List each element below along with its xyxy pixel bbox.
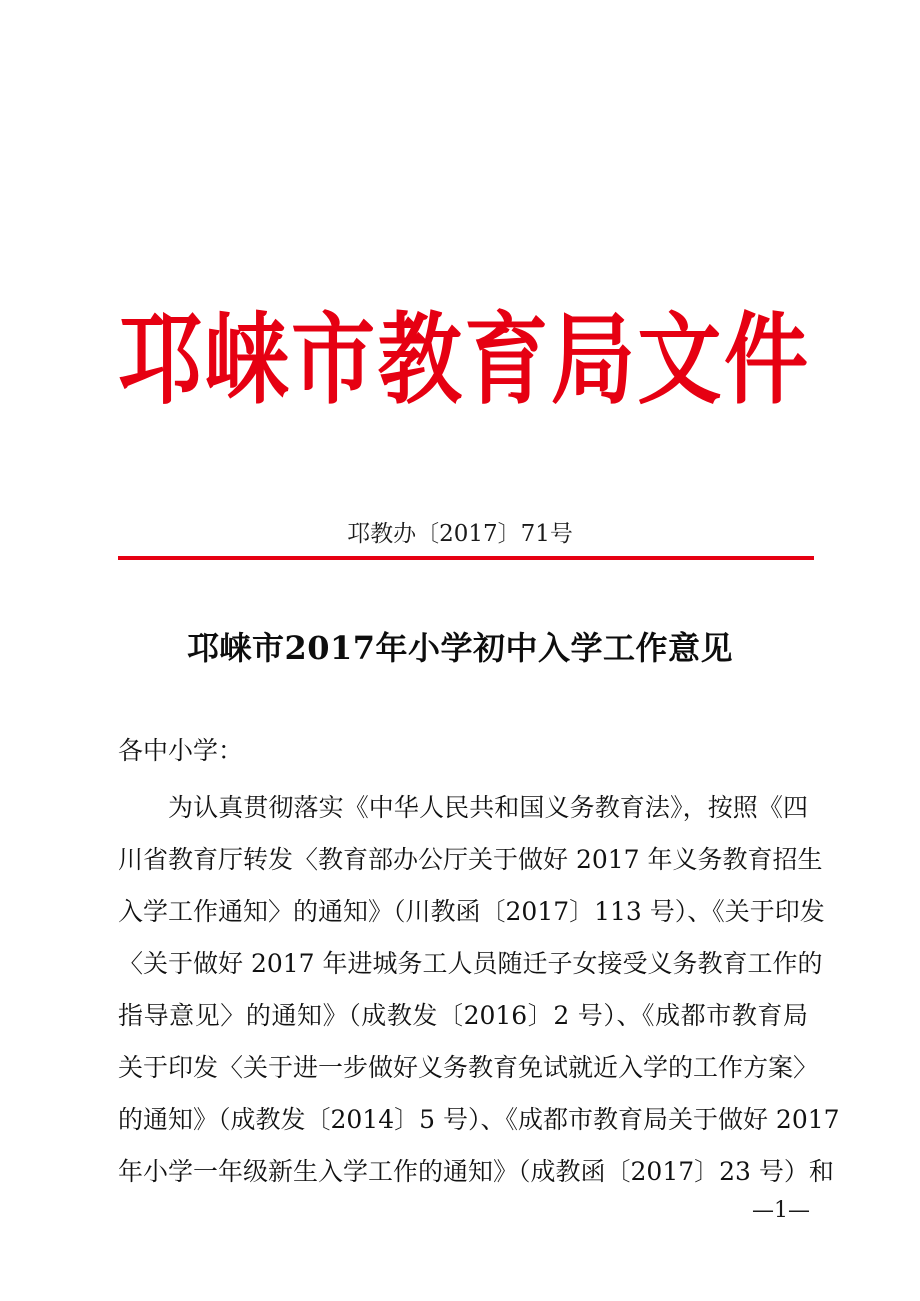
masthead-char: 市	[291, 302, 376, 418]
body-line: 入学工作通知〉的通知》（川教函〔2017〕113 号）、《关于印发	[118, 897, 825, 926]
body-line: 指导意见〉的通知》（成教发〔2016〕2 号）、《成都市教育局	[118, 1001, 808, 1030]
masthead-char: 件	[723, 302, 808, 418]
masthead-char: 文	[637, 302, 722, 418]
salutation: 各中小学：	[118, 736, 244, 765]
masthead-char: 邛	[118, 302, 203, 418]
body-line: 年小学一年级新生入学工作的通知》（成教函〔2017〕23 号）和	[118, 1157, 834, 1186]
body-line: 〈关于做好 2017 年进城务工人员随迁子女接受义务教育工作的	[118, 949, 823, 978]
body-line: 为认真贯彻落实《中华人民共和国义务教育法》，按照《四	[168, 793, 808, 822]
masthead-char: 崃	[204, 302, 289, 418]
body-line: 的通知》（成教发〔2014〕5 号）、《成都市教育局关于做好 2017	[118, 1105, 840, 1134]
red-separator-line	[118, 556, 814, 560]
masthead-char: 局	[550, 302, 635, 418]
masthead-char: 教	[377, 302, 462, 418]
body-text	[118, 788, 840, 1204]
page-number: —1—	[752, 1198, 810, 1223]
masthead-title	[118, 300, 808, 420]
document-title: 邛崃市2017年小学初中入学工作意见	[186, 629, 734, 667]
body-line: 川省教育厅转发〈教育部办公厅关于做好 2017 年义务教育招生	[118, 845, 823, 874]
masthead-char: 育	[464, 302, 549, 418]
body-line: 关于印发〈关于进一步做好义务教育免试就近入学的工作方案〉	[118, 1053, 819, 1082]
document-number: 邛教办〔2017〕71号	[347, 521, 573, 547]
